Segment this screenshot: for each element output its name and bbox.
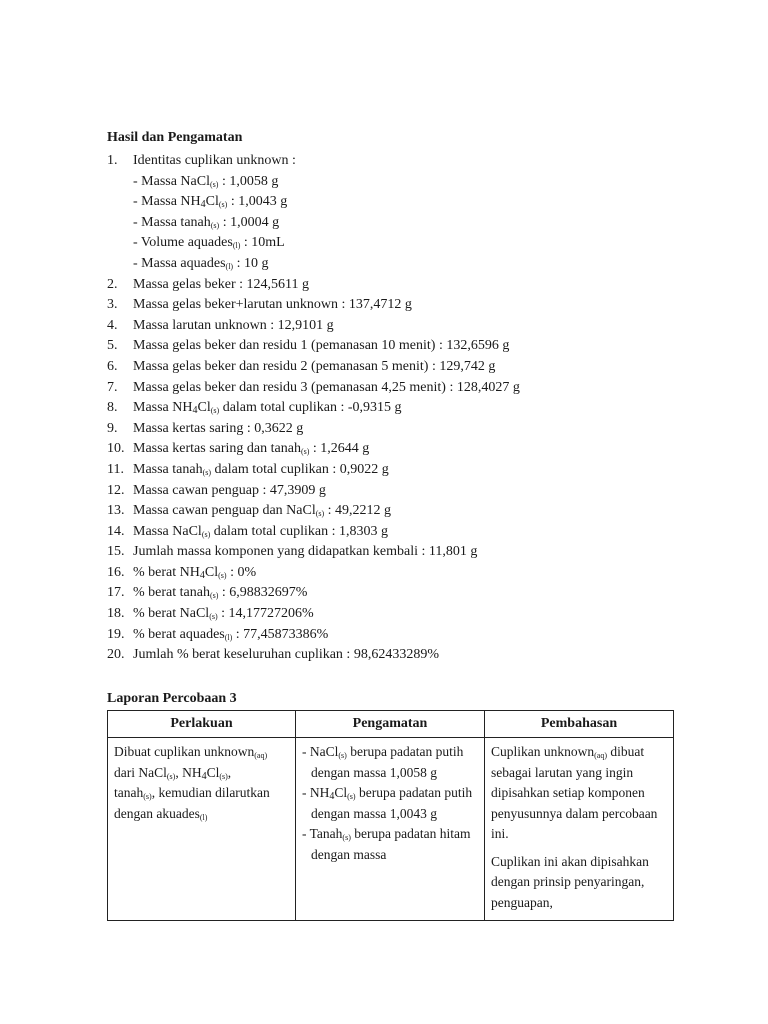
item-number: 13. <box>107 503 125 519</box>
item-number: 8. <box>107 400 118 416</box>
list-item <box>107 233 707 254</box>
item-number: 6. <box>107 358 118 374</box>
item-number: 4. <box>107 317 118 333</box>
item-number: 2. <box>107 276 118 292</box>
item-number: 17. <box>107 585 125 601</box>
section-title-report: Laporan Percobaan 3 <box>107 691 237 706</box>
item-number: 16. <box>107 564 125 580</box>
list-item <box>107 275 707 296</box>
results-list <box>107 151 707 666</box>
list-item <box>107 625 707 646</box>
list-item <box>107 398 707 419</box>
list-item <box>107 336 707 357</box>
item-number: 18. <box>107 606 125 622</box>
item-text: - Volume aquades$_{(l)}$ : 10mL <box>133 235 285 251</box>
item-text: Massa kertas saring dan tanah$_{(s)}$ : 1,2644 g <box>133 441 370 457</box>
item-text: - Massa tanah$_{(s)}$ : 1,0004 g <box>133 214 280 230</box>
item-text: Massa kertas saring : 0,3622 g <box>133 420 304 436</box>
list-item <box>107 522 707 543</box>
paragraph: Cuplikan unknown$_{(aq)}$ dibuat sebagai larutan yang ingin dipisahkan setiap komponen penyusunnya dalam percobaan ini. <box>491 744 658 841</box>
item-text: - Massa $NH_4Cl_{(s)}$ : 1,0043 g <box>133 194 288 211</box>
header-pembahasan: Pembahasan <box>485 711 674 738</box>
item-number: 7. <box>107 379 118 395</box>
item-text: Jumlah massa komponen yang didapatkan kembali : 11,801 g <box>133 544 478 560</box>
list-item <box>107 460 707 481</box>
item-text: Massa gelas beker dan residu 1 (pemanasan 10 menit) : 132,6596 g <box>133 338 510 354</box>
list-item <box>107 604 707 625</box>
item-text: % berat tanah$_{(s)}$ : 6,98832697% <box>133 585 308 601</box>
item-number: 20. <box>107 647 125 663</box>
list-item <box>107 439 707 460</box>
item-text: Massa gelas beker+larutan unknown : 137,4712 g <box>133 297 412 313</box>
item-number: 5. <box>107 338 118 354</box>
header-pengamatan: Pengamatan <box>296 711 485 738</box>
item-text: Massa NaCl$_{(s)}$ dalam total cuplikan : 1,8303 g <box>133 523 388 539</box>
list-item <box>107 151 707 172</box>
list-item <box>107 192 707 213</box>
list-item <box>107 254 707 275</box>
cell-perlakuan: Dibuat cuplikan unknown$_{(aq)}$ dari NaCl$_{(s)}$, $NH_4Cl_{(s)}$, tanah$_{(s)}$, kemudian dilarutkan dengan akuades$_{(l)}$ <box>108 738 296 921</box>
list-item <box>107 213 707 234</box>
item-number: 1. <box>107 153 118 168</box>
item-number: 14. <box>107 523 125 539</box>
item-text: Massa cawan penguap dan NaCl$_{(s)}$ : 49,2212 g <box>133 503 392 519</box>
list-item: - NaCl$_{(s)}$ berupa padatan putih dengan massa 1,0058 g <box>302 744 464 780</box>
list-item: - Tanah$_{(s)}$ berupa padatan hitam dengan massa <box>302 826 471 862</box>
header-perlakuan: Perlakuan <box>108 711 296 738</box>
item-text: Massa gelas beker dan residu 2 (pemanasan 5 menit) : 129,742 g <box>133 358 496 374</box>
list-item: - $NH_4Cl_{(s)}$ berupa padatan putih dengan massa 1,0043 g <box>302 785 473 821</box>
item-number: 11. <box>107 461 124 477</box>
item-text: Jumlah % berat keseluruhan cuplikan : 98,62433289% <box>133 647 439 663</box>
item-text: - Massa aquades$_{(l)}$ : 10 g <box>133 255 269 271</box>
list-item <box>107 542 707 563</box>
item-text: Massa cawan penguap : 47,3909 g <box>133 482 326 498</box>
section-title-results: Hasil dan Pengamatan <box>107 130 243 145</box>
item-text: Massa $NH_4Cl_{(s)}$ dalam total cuplikan : -0,9315 g <box>133 400 402 417</box>
item-text: Massa larutan unknown : 12,9101 g <box>133 317 334 333</box>
item-number: 12. <box>107 482 125 498</box>
item-number: 3. <box>107 297 118 313</box>
list-item <box>107 481 707 502</box>
list-item <box>107 583 707 604</box>
list-item <box>107 316 707 337</box>
table-header-row <box>108 711 674 738</box>
item-number: 19. <box>107 626 125 642</box>
list-item <box>107 172 707 193</box>
item-text: Massa gelas beker dan residu 3 (pemanasan 4,25 menit) : 128,4027 g <box>133 379 520 395</box>
cell-pengamatan <box>296 738 485 921</box>
list-item <box>107 295 707 316</box>
item-number: 10. <box>107 441 125 457</box>
list-item <box>107 645 707 666</box>
item-text: - Massa NaCl$_{(s)}$ : 1,0058 g <box>133 173 279 189</box>
list-item <box>107 501 707 522</box>
report-table <box>107 710 674 921</box>
item-text: Identitas cuplikan unknown : <box>133 153 296 168</box>
item-text: Massa gelas beker : 124,5611 g <box>133 276 309 292</box>
item-number: 9. <box>107 420 118 436</box>
item-text: % berat aquades$_{(l)}$ : 77,45873386% <box>133 626 329 642</box>
paragraph: Cuplikan ini akan dipisahkan dengan prinsip penyaringan, penguapan, <box>491 853 649 910</box>
item-text: % berat NaCl$_{(s)}$ : 14,17727206% <box>133 606 314 622</box>
list-item <box>107 563 707 584</box>
list-item <box>107 378 707 399</box>
cell-pembahasan <box>485 738 674 921</box>
list-item <box>107 357 707 378</box>
item-number: 15. <box>107 544 125 560</box>
list-item <box>107 419 707 440</box>
table-row <box>108 738 674 921</box>
item-text: % berat $NH_4Cl_{(s)}$ : 0% <box>133 564 257 581</box>
item-text: Massa tanah$_{(s)}$ dalam total cuplikan : 0,9022 g <box>133 461 389 477</box>
